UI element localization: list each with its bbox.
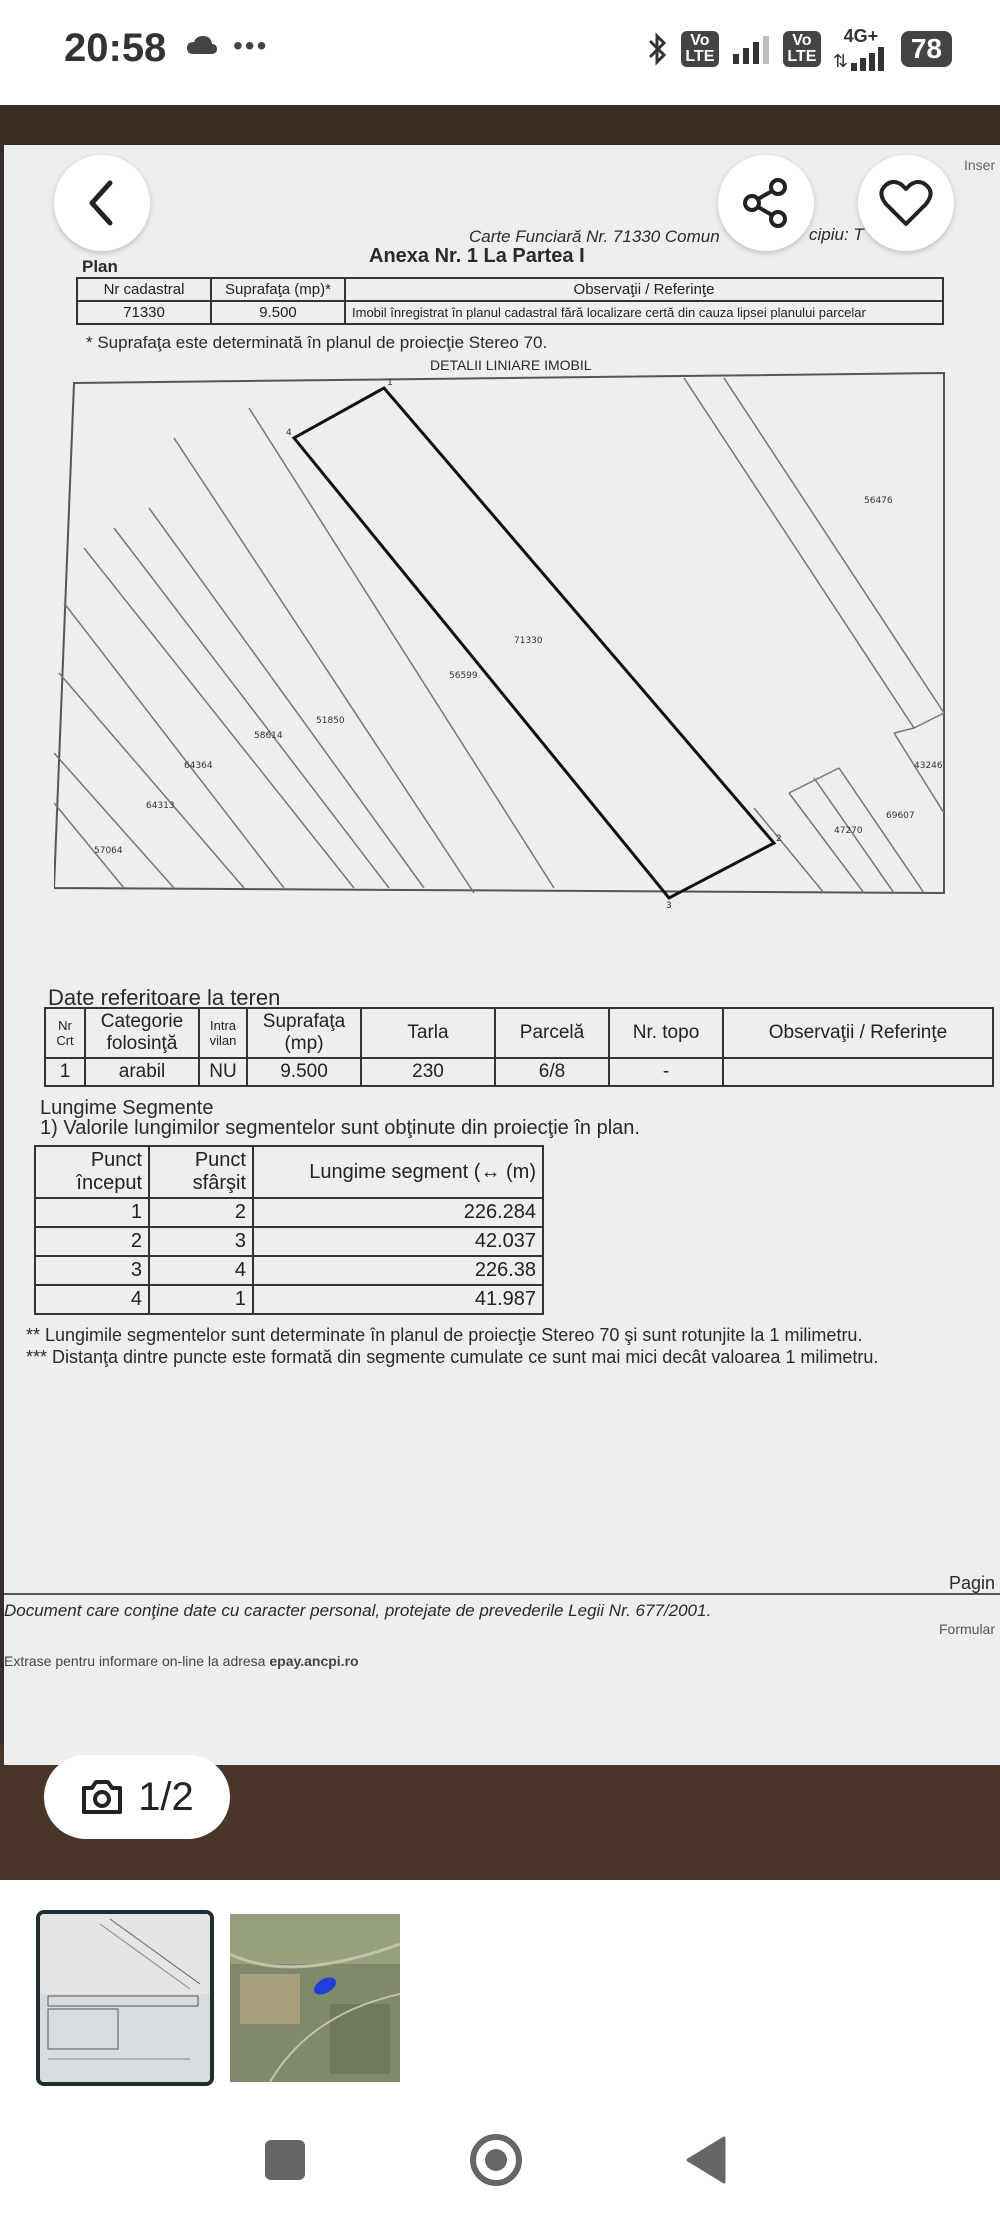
teren-table [44, 1007, 994, 1087]
cadastral-header-obs: Observaţii / Referinţe [345, 278, 943, 301]
svg-text:⇅: ⇅ [832, 51, 848, 71]
neighbor-lines [54, 378, 944, 893]
seg-h-start: Punct început [35, 1146, 149, 1198]
cloud-icon [185, 34, 219, 58]
seg-end: 3 [149, 1227, 253, 1256]
cadastral-obs: Imobil înregistrat în planul cadastral fără localizare certă din cauza lipsei planului parcelar [345, 301, 943, 324]
battery-level: 78 [901, 31, 952, 67]
network-block [833, 26, 889, 71]
seg-end: 4 [149, 1256, 253, 1285]
seg-start: 2 [35, 1227, 149, 1256]
cadastral-header-area: Suprafaţa (mp)* [211, 278, 345, 301]
back-button[interactable] [54, 155, 150, 251]
status-left-icons [185, 30, 268, 62]
camera-icon [80, 1778, 124, 1816]
extract-site: epay.ancpi.ro [269, 1653, 359, 1669]
teren-tarla: 230 [361, 1058, 495, 1086]
home-button[interactable] [470, 2134, 522, 2186]
status-time: 20:58 [64, 26, 167, 70]
more-notifications-icon: ••• [233, 30, 269, 61]
thumbnail-1[interactable] [36, 1910, 214, 2086]
signal-icon-2 [833, 47, 889, 71]
cadastral-area: 9.500 [211, 301, 345, 324]
teren-title: Date referitoare la teren [48, 985, 281, 1010]
photo-viewer[interactable] [0, 105, 1000, 1880]
table-row [35, 1285, 543, 1314]
page-label: Pagin [949, 1573, 996, 1593]
photo-counter[interactable] [44, 1755, 230, 1839]
note-rounding: ** Lungimile segmentelor sunt determinate în planul de proiecţie Stereo 70 şi sunt rotunjite la 1 milimetru. [26, 1325, 863, 1345]
point-1: 1 [387, 378, 393, 388]
parcel-plan [54, 333, 954, 943]
point-2: 2 [776, 834, 782, 844]
volte-badge-2: Vo LTE [783, 31, 821, 67]
share-icon [740, 177, 792, 229]
seg-length: 226.284 [253, 1198, 543, 1227]
chevron-left-icon [82, 179, 122, 227]
point-4: 4 [286, 428, 292, 438]
photo-counter-text: 1/2 [138, 1774, 194, 1819]
teren-parcela: 6/8 [495, 1058, 609, 1086]
segments-title: Lungime Segmente [40, 1097, 214, 1119]
document-photo [4, 145, 1000, 1765]
formular-label: Formular [939, 1621, 996, 1637]
teren-nr: 1 [45, 1058, 85, 1086]
seg-length: 226.38 [253, 1256, 543, 1285]
extract-text: Extrase pentru informare on-line la adresa [4, 1653, 266, 1669]
cadastral-header-nr: Nr cadastral [77, 278, 211, 301]
doc-header-cf: Carte Funciară Nr. 71330 Comun [469, 227, 720, 246]
point-3: 3 [666, 901, 672, 911]
thumbnail-strip [0, 1880, 1000, 2100]
teren-h-parcela: Parcelă [495, 1008, 609, 1058]
bluetooth-icon [647, 32, 669, 66]
teren-intravilan: NU [199, 1058, 247, 1086]
footer-rule [4, 1593, 1000, 1595]
teren-topo: - [609, 1058, 723, 1086]
doc-plan-label: Plan [82, 257, 118, 276]
teren-suprafata: 9.500 [247, 1058, 361, 1086]
seg-end: 1 [149, 1285, 253, 1314]
label-64364: 64364 [184, 761, 213, 771]
seg-h-length: Lungime segment (↔ (m) [253, 1146, 543, 1198]
thumbnail-document-image [40, 1914, 210, 2082]
status-right-icons [647, 26, 952, 71]
label-56476: 56476 [864, 496, 893, 506]
seg-length: 41.987 [253, 1285, 543, 1314]
table-row [35, 1256, 543, 1285]
table-row [35, 1227, 543, 1256]
navigation-bar [0, 2100, 1000, 2223]
doc-title: Anexa Nr. 1 La Partea I [369, 245, 585, 267]
seg-start: 3 [35, 1256, 149, 1285]
signal-icon-1 [731, 34, 771, 64]
cadastral-table [76, 277, 944, 325]
network-type: 4G+ [843, 26, 879, 46]
cadastral-nr: 71330 [77, 301, 211, 324]
teren-h-categorie: Categorie folosinţă [85, 1008, 199, 1058]
label-64313: 64313 [146, 801, 175, 811]
label-51850: 51850 [316, 716, 345, 726]
segments-note: 1) Valorile lungimilor segmentelor sunt obţinute din proiecţie în plan. [40, 1117, 640, 1139]
note-distance: *** Distanţa dintre puncte este formată din segmente cumulate ce sunt mai mici decât valoarea 1 milimetru. [26, 1347, 879, 1367]
back-nav-icon[interactable] [686, 2136, 726, 2184]
thumbnail-2[interactable] [230, 1914, 400, 2082]
label-57064: 57064 [94, 846, 123, 856]
personal-data-notice: Document care conţine date cu caracter personal, protejate de prevederile Legii Nr. 677/2001. [4, 1601, 712, 1620]
doc-header-cf-2: cipiu: T [809, 225, 864, 244]
seg-start: 4 [35, 1285, 149, 1314]
seg-end: 2 [149, 1198, 253, 1227]
teren-h-nr: Nr Crt [45, 1008, 85, 1058]
label-43246: 43246 [914, 761, 943, 771]
teren-categorie: arabil [85, 1058, 199, 1086]
table-row [35, 1198, 543, 1227]
teren-h-topo: Nr. topo [609, 1008, 723, 1058]
thumbnail-map-image [230, 1914, 400, 2082]
label-71330: 71330 [514, 636, 543, 646]
label-56599: 56599 [449, 671, 478, 681]
home-dot-icon [485, 2149, 507, 2171]
favorite-button[interactable] [858, 155, 954, 251]
recent-apps-button[interactable] [265, 2140, 305, 2180]
label-58614: 58614 [254, 731, 283, 741]
seg-start: 1 [35, 1198, 149, 1227]
seg-h-end: Punct sfârşit [149, 1146, 253, 1198]
share-button[interactable] [718, 155, 814, 251]
volte-badge-1: Vo LTE [681, 31, 719, 67]
label-47270: 47270 [834, 826, 863, 836]
teren-h-suprafata: Suprafaţa (mp) [247, 1008, 361, 1058]
teren-h-tarla: Tarla [361, 1008, 495, 1058]
plan-title: DETALII LINIARE IMOBIL [430, 357, 592, 373]
extract-line [4, 1653, 359, 1669]
plan-frame [54, 373, 944, 893]
teren-h-obs: Observaţii / Referinţe [723, 1008, 993, 1058]
status-bar [0, 0, 1000, 105]
footnote-area: * Suprafaţa este determinată în planul de proiecţie Stereo 70. [86, 333, 548, 352]
heart-icon [878, 178, 934, 228]
teren-obs [723, 1058, 993, 1086]
teren-h-intravilan: Intra vilan [199, 1008, 247, 1058]
doc-corner-label: Inser [964, 157, 996, 173]
seg-length: 42.037 [253, 1227, 543, 1256]
segments-table [34, 1145, 544, 1315]
label-69607: 69607 [886, 811, 915, 821]
